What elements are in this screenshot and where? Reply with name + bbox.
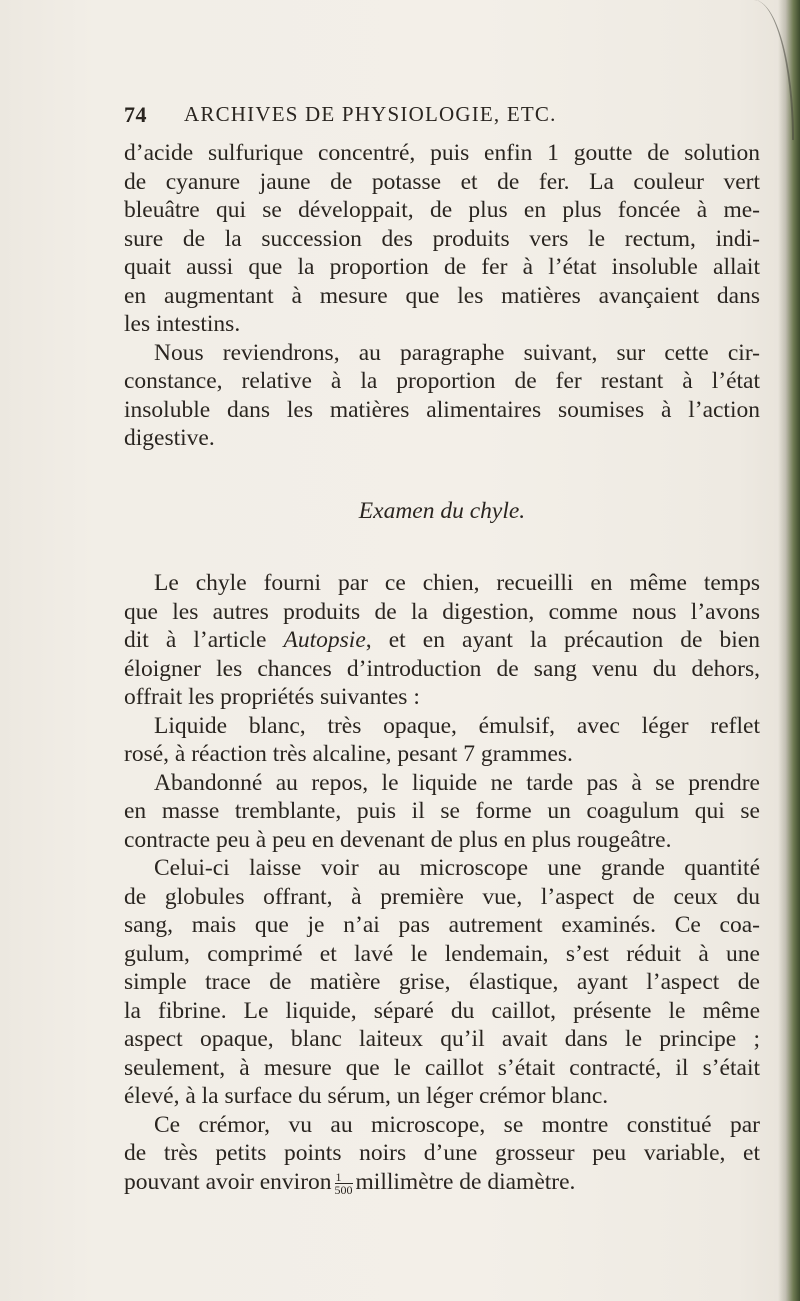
text-line: sang, mais que je n’ai pas autrement examinés. Ce coa- (124, 912, 760, 938)
text-line: offrait les propriétés suivantes : (124, 684, 420, 710)
text-line: élevé, à la surface du sérum, un léger crémor blanc. (124, 1083, 609, 1109)
text-line: de cyanure jaune de potasse et de fer. La couleur vert (124, 168, 760, 195)
text-line: rosé, à réaction très alcaline, pesant 7 grammes. (124, 741, 573, 767)
text-line: Ce crémor, vu au microscope, se montre constitué par (154, 1111, 760, 1138)
text-line: de globules offrant, à première vue, l’aspect de ceux du (124, 883, 760, 910)
page-number: 74 (124, 102, 147, 127)
text-line: en masse tremblante, puis il se forme un coagulum qui se (124, 798, 760, 824)
text-line: insoluble dans les matières alimentaires soumises à l’action (124, 396, 760, 423)
text-line: constance, relative à la proportion de fer restant à l’état (124, 368, 760, 394)
text-line (124, 626, 760, 655)
text-line: simple trace de matière grise, élastique, ayant l’aspect de (124, 969, 760, 995)
text-line: en augmentant à mesure que les matières avançaient dans (124, 282, 760, 309)
text-line: de très petits points noirs d’une grosseur peu variable, et (124, 1140, 760, 1166)
text-line: Nous reviendrons, au paragraphe suivant, sur cette cir- (154, 339, 760, 366)
page-edge-shadow (778, 0, 800, 1301)
text-line: sure de la succession des produits vers le rectum, indi- (124, 225, 760, 252)
text-line: gulum, comprimé et lavé le lendemain, s’est réduit à une (124, 940, 760, 967)
text-line: digestive. (124, 425, 215, 451)
text-line: quait aussi que la proportion de fer à l’état insoluble allait (124, 254, 760, 280)
text-fragment: , et en ayant la précaution de bien (365, 627, 760, 653)
text-fragment: pouvant avoir environ (124, 1168, 332, 1195)
text-line: contracte peu à peu en devenant de plus en plus rougeâtre. (124, 826, 672, 853)
text-line: la fibrine. Le liquide, séparé du caillot, présente le même (124, 997, 760, 1024)
text-line: Le chyle fourni par ce chien, recueilli en même temps (154, 570, 760, 596)
running-header (124, 102, 684, 132)
italic-term: Autopsie (283, 627, 366, 653)
text-line: Abandonné au repos, le liquide ne tarde pas à se prendre (154, 769, 760, 796)
text-line: seulement, à mesure que le caillot s’était contracté, il s’était (124, 1054, 760, 1081)
text-line: Celui-ci laisse voir au microscope une grande quantité (154, 855, 760, 881)
section-heading: Examen du chyle. (358, 497, 526, 524)
running-title: ARCHIVES DE PHYSIOLOGIE, ETC. (184, 102, 557, 126)
text-line (124, 1168, 760, 1197)
text-line: que les autres produits de la digestion, comme nous l’avons (124, 598, 760, 625)
body-text (124, 139, 760, 1196)
text-line: d’acide sulfurique concentré, puis enfin 1 goutte de solution (124, 140, 760, 166)
text-line: Liquide blanc, très opaque, émulsif, avec léger reflet (154, 712, 760, 739)
text-fragment: dit à l’article (124, 627, 267, 653)
spacer (124, 525, 760, 569)
text-fragment: millimètre de diamètre. (355, 1168, 576, 1195)
text-line: éloigner les chances d’introduction de sang venu du dehors, (124, 655, 760, 682)
spacer (124, 453, 760, 497)
fraction (335, 1171, 353, 1196)
text-line: bleuâtre qui se développait, de plus en plus foncée à me- (124, 197, 760, 223)
fraction-numerator: 1 (335, 1171, 353, 1184)
text-line: aspect opaque, blanc laiteux qu’il avait dans le principe ; (124, 1026, 760, 1052)
text-line: les intestins. (124, 311, 241, 337)
fraction-denominator: 500 (334, 1182, 353, 1196)
